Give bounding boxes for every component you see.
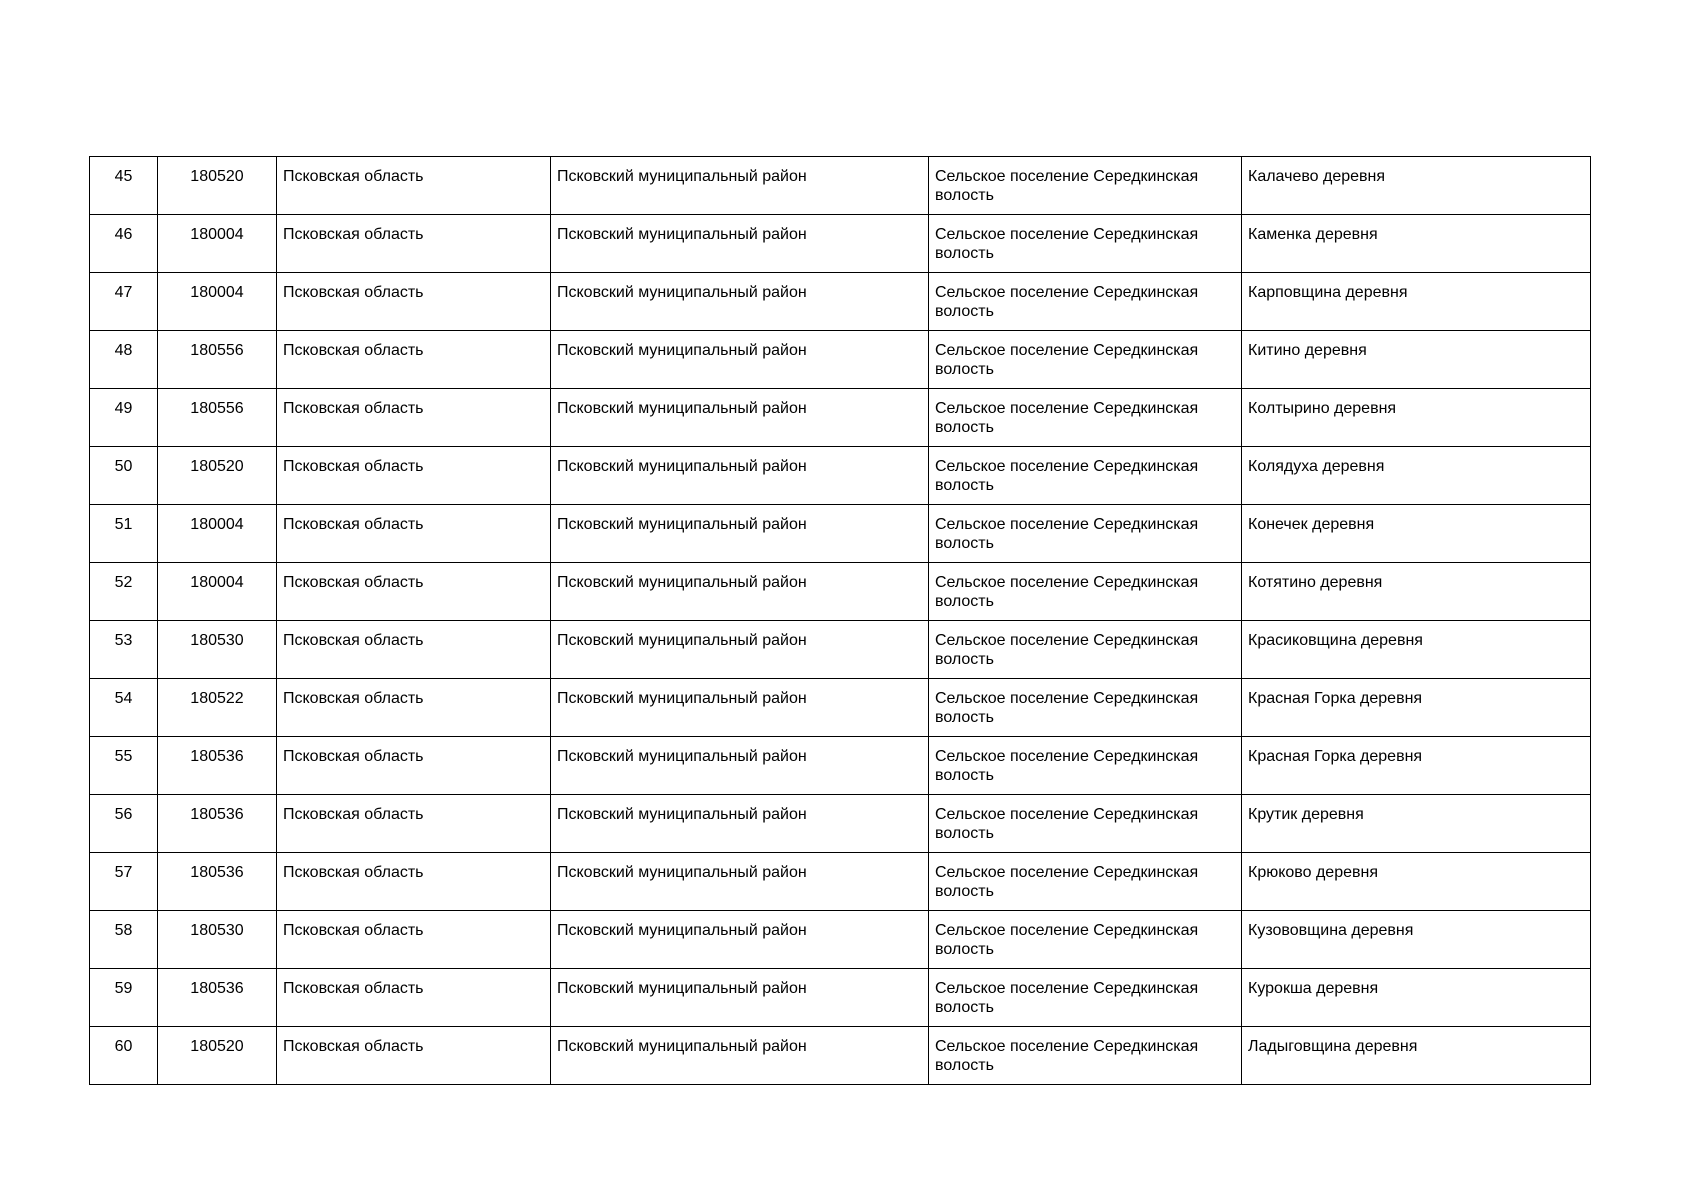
settlement-cell: Сельское поселение Середкинская волость: [929, 331, 1242, 389]
locality-cell: Котятино деревня: [1242, 563, 1591, 621]
postal-code-cell: 180536: [158, 969, 277, 1027]
row-number-cell: 46: [90, 215, 158, 273]
row-number-cell: 52: [90, 563, 158, 621]
region-cell: Псковская область: [277, 737, 551, 795]
locality-cell: Красиковщина деревня: [1242, 621, 1591, 679]
locality-cell: Красная Горка деревня: [1242, 737, 1591, 795]
locality-table-body: [90, 157, 1591, 1085]
locality-cell: Китино деревня: [1242, 331, 1591, 389]
postal-code-cell: 180536: [158, 795, 277, 853]
settlement-cell: Сельское поселение Середкинская волость: [929, 679, 1242, 737]
settlement-cell: Сельское поселение Середкинская волость: [929, 215, 1242, 273]
settlement-cell: Сельское поселение Середкинская волость: [929, 447, 1242, 505]
settlement-cell: Сельское поселение Середкинская волость: [929, 157, 1242, 215]
row-number-cell: 54: [90, 679, 158, 737]
district-cell: Псковский муниципальный район: [551, 389, 929, 447]
postal-code-cell: 180522: [158, 679, 277, 737]
district-cell: Псковский муниципальный район: [551, 1027, 929, 1085]
locality-cell: Ладыговщина деревня: [1242, 1027, 1591, 1085]
settlement-cell: Сельское поселение Середкинская волость: [929, 795, 1242, 853]
region-cell: Псковская область: [277, 911, 551, 969]
row-number-cell: 48: [90, 331, 158, 389]
locality-cell: Крутик деревня: [1242, 795, 1591, 853]
locality-cell: Колядуха деревня: [1242, 447, 1591, 505]
locality-cell: Карповщина деревня: [1242, 273, 1591, 331]
table-row: [90, 621, 1591, 679]
table-row: [90, 505, 1591, 563]
table-row: [90, 853, 1591, 911]
table-row: [90, 911, 1591, 969]
table-row: [90, 331, 1591, 389]
region-cell: Псковская область: [277, 853, 551, 911]
region-cell: Псковская область: [277, 679, 551, 737]
table-row: [90, 157, 1591, 215]
region-cell: Псковская область: [277, 331, 551, 389]
settlement-cell: Сельское поселение Середкинская волость: [929, 563, 1242, 621]
row-number-cell: 55: [90, 737, 158, 795]
district-cell: Псковский муниципальный район: [551, 737, 929, 795]
settlement-cell: Сельское поселение Середкинская волость: [929, 621, 1242, 679]
locality-cell: Красная Горка деревня: [1242, 679, 1591, 737]
table-row: [90, 1027, 1591, 1085]
district-cell: Псковский муниципальный район: [551, 853, 929, 911]
settlement-cell: Сельское поселение Середкинская волость: [929, 853, 1242, 911]
locality-cell: Крюково деревня: [1242, 853, 1591, 911]
postal-code-cell: 180004: [158, 273, 277, 331]
region-cell: Псковская область: [277, 969, 551, 1027]
row-number-cell: 59: [90, 969, 158, 1027]
region-cell: Псковская область: [277, 563, 551, 621]
region-cell: Псковская область: [277, 215, 551, 273]
locality-cell: Калачево деревня: [1242, 157, 1591, 215]
district-cell: Псковский муниципальный район: [551, 795, 929, 853]
settlement-cell: Сельское поселение Середкинская волость: [929, 1027, 1242, 1085]
settlement-cell: Сельское поселение Середкинская волость: [929, 737, 1242, 795]
district-cell: Псковский муниципальный район: [551, 331, 929, 389]
row-number-cell: 60: [90, 1027, 158, 1085]
settlement-cell: Сельское поселение Середкинская волость: [929, 389, 1242, 447]
region-cell: Псковская область: [277, 1027, 551, 1085]
table-row: [90, 795, 1591, 853]
locality-cell: Кузововщина деревня: [1242, 911, 1591, 969]
region-cell: Псковская область: [277, 795, 551, 853]
locality-table: [89, 156, 1591, 1085]
postal-code-cell: 180536: [158, 737, 277, 795]
locality-cell: Колтырино деревня: [1242, 389, 1591, 447]
region-cell: Псковская область: [277, 157, 551, 215]
table-row: [90, 969, 1591, 1027]
district-cell: Псковский муниципальный район: [551, 157, 929, 215]
postal-code-cell: 180004: [158, 505, 277, 563]
row-number-cell: 51: [90, 505, 158, 563]
region-cell: Псковская область: [277, 273, 551, 331]
table-row: [90, 563, 1591, 621]
table-row: [90, 737, 1591, 795]
locality-cell: Курокша деревня: [1242, 969, 1591, 1027]
region-cell: Псковская область: [277, 447, 551, 505]
district-cell: Псковский муниципальный район: [551, 215, 929, 273]
row-number-cell: 47: [90, 273, 158, 331]
postal-code-cell: 180556: [158, 389, 277, 447]
district-cell: Псковский муниципальный район: [551, 621, 929, 679]
settlement-cell: Сельское поселение Середкинская волость: [929, 911, 1242, 969]
row-number-cell: 50: [90, 447, 158, 505]
row-number-cell: 53: [90, 621, 158, 679]
locality-cell: Каменка деревня: [1242, 215, 1591, 273]
row-number-cell: 58: [90, 911, 158, 969]
settlement-cell: Сельское поселение Середкинская волость: [929, 273, 1242, 331]
locality-cell: Конечек деревня: [1242, 505, 1591, 563]
table-row: [90, 679, 1591, 737]
region-cell: Псковская область: [277, 621, 551, 679]
row-number-cell: 45: [90, 157, 158, 215]
table-row: [90, 447, 1591, 505]
postal-code-cell: 180520: [158, 447, 277, 505]
postal-code-cell: 180536: [158, 853, 277, 911]
row-number-cell: 49: [90, 389, 158, 447]
settlement-cell: Сельское поселение Середкинская волость: [929, 969, 1242, 1027]
postal-code-cell: 180520: [158, 157, 277, 215]
row-number-cell: 57: [90, 853, 158, 911]
region-cell: Псковская область: [277, 389, 551, 447]
district-cell: Псковский муниципальный район: [551, 563, 929, 621]
table-row: [90, 215, 1591, 273]
district-cell: Псковский муниципальный район: [551, 969, 929, 1027]
district-cell: Псковский муниципальный район: [551, 273, 929, 331]
table-row: [90, 273, 1591, 331]
district-cell: Псковский муниципальный район: [551, 679, 929, 737]
postal-code-cell: 180530: [158, 621, 277, 679]
postal-code-cell: 180556: [158, 331, 277, 389]
district-cell: Псковский муниципальный район: [551, 911, 929, 969]
postal-code-cell: 180004: [158, 215, 277, 273]
region-cell: Псковская область: [277, 505, 551, 563]
table-row: [90, 389, 1591, 447]
district-cell: Псковский муниципальный район: [551, 447, 929, 505]
postal-code-cell: 180004: [158, 563, 277, 621]
row-number-cell: 56: [90, 795, 158, 853]
postal-code-cell: 180530: [158, 911, 277, 969]
postal-code-cell: 180520: [158, 1027, 277, 1085]
district-cell: Псковский муниципальный район: [551, 505, 929, 563]
settlement-cell: Сельское поселение Середкинская волость: [929, 505, 1242, 563]
